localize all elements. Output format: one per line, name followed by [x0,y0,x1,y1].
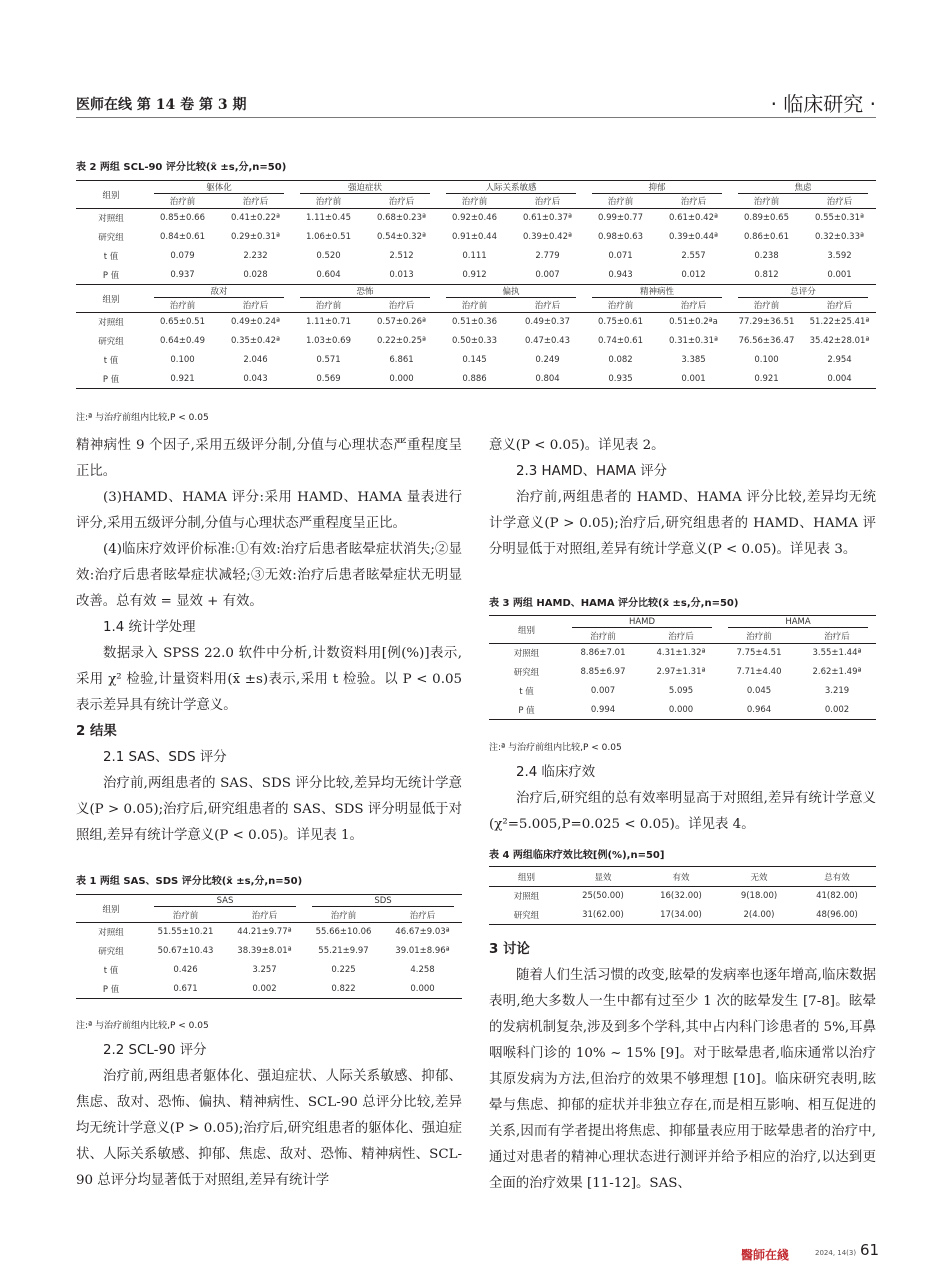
table-cell: 0.84±0.61 [160,232,205,242]
table-row [489,663,876,682]
row-label: t 值 [103,252,119,262]
table-row [76,313,876,332]
table-row [489,682,876,701]
table-row [76,266,876,285]
row-label: P 值 [76,980,146,999]
section-heading: 3 讨论 [489,942,530,957]
row-label: 对照组 [513,649,540,660]
row-label: t 值 [103,356,119,366]
row-label: P 值 [489,701,564,720]
row-label: 研究组 [489,906,564,925]
factor-label: 强迫症状 [300,181,430,194]
sub-header-before: 治疗前 [292,195,365,209]
table-cell: 0.145 [462,355,487,365]
sub-header-after: 治疗后 [219,299,292,313]
table-cell: 3.257 [252,965,277,975]
factor-label: 偏执 [446,285,576,298]
paragraph: 数据录入 SPSS 22.0 软件中分析,计数资料用[例(%)]表示,采用 χ² 检验,计量资料用(x̄ ±s)表示,采用 t 检验。以 P < 0.05 表示差异具有统计学意义。 [76,646,462,713]
table-cell: 1.06±0.51 [306,232,351,242]
table-row [76,332,876,351]
table-row [76,228,876,247]
sub-header-before: 治疗前 [438,299,511,313]
table-cell: 0.935 [584,370,657,389]
factor-header [146,181,292,195]
table-cell: 0.943 [584,266,657,285]
table-cell: 0.100 [754,355,779,365]
sub-header-after: 治疗后 [803,299,876,313]
sub-header: 治疗后 [642,630,720,644]
section-heading: 2.1 SAS、SDS 评分 [103,750,227,765]
paragraph: 治疗前,两组患者的 HAMD、HAMA 评分比较,差异均无统计学意义(P > 0.05);治疗后,研究组患者的 HAMD、HAMA 评分明显低于对照组,差异有统计学意义(P < 0.05)。详见表 3。 [489,490,876,557]
table2 [76,180,876,389]
table3-caption: 表 3 两组 HAMD、HAMA 评分比较(x̄ ±s,分,n=50) [489,598,739,609]
table-cell: 0.49±0.37 [525,317,570,328]
table-cell: 41(82.00) [816,891,858,902]
table-cell: 48(96.00) [798,906,876,925]
table-cell: 50.67±10.43 [157,946,214,956]
column-group-label: HAMA [728,617,868,628]
column-group-label: SDS [312,896,454,907]
table-cell: 0.082 [608,355,633,365]
page-number: 61 [860,1241,880,1259]
table-cell: 0.65±0.51 [160,317,205,328]
row-label: t 值 [519,687,534,697]
table-cell: 3.219 [824,686,850,696]
right-column [489,433,876,563]
group-header: 组别 [76,895,146,923]
table-cell: 0.804 [511,370,584,389]
sub-header-before: 治疗前 [146,195,219,209]
table-cell: 16(32.00) [660,891,702,902]
table-cell: 0.98±0.63 [598,232,643,242]
table-row [489,906,876,925]
table-cell: 0.54±0.32ª [377,232,426,242]
section-heading: 2.3 HAMD、HAMA 评分 [516,464,668,479]
paragraph: 精神病性 9 个因子,采用五级评分制,分值与心理状态严重程度呈正比。 [76,438,462,479]
table-cell: 0.071 [608,251,633,261]
factor-label: 总评分 [738,285,868,298]
table-cell: 0.812 [730,266,803,285]
paragraph: 治疗前,两组患者躯体化、强迫症状、人际关系敏感、抑郁、焦虑、敌对、恐怖、偏执、精神病性、SCL-90 总评分比较,差异均无统计学意义(P > 0.05);治疗后,研究组患者的躯体化、强迫症状、人际关系敏感、抑郁、焦虑、敌对、恐怖、精神病性、SCL-90 总评分均显著低于对照组,差异有统计学 [76,1069,462,1188]
table-cell: 0.912 [438,266,511,285]
column-header: 有效 [642,867,720,887]
table-cell: 44.21±9.77ª [237,927,292,938]
table-cell: 0.249 [535,355,560,365]
table-cell: 39.01±8.96ª [395,946,450,956]
table-row [76,247,876,266]
table-row [76,351,876,370]
table-cell: 0.007 [511,266,584,285]
column-header: 组别 [489,867,564,887]
row-label: 研究组 [98,233,124,243]
table-cell: 2.557 [681,251,706,261]
factor-header [438,285,584,299]
table-cell: 0.012 [657,266,730,285]
journal-logo: 醫師在綫 [741,1248,790,1262]
table-cell: 0.68±0.23ª [377,213,426,224]
table-cell: 0.079 [170,251,195,261]
table-row [76,980,462,999]
sub-header-before: 治疗前 [730,299,803,313]
table-cell: 0.41±0.22ª [231,213,280,224]
sub-header-before: 治疗前 [730,195,803,209]
table3 [489,615,876,720]
row-label: 研究组 [98,337,124,347]
sub-header: 治疗前 [564,630,642,644]
table-cell: 0.22±0.25ª [377,336,426,346]
table-cell: 0.013 [365,266,438,285]
sub-header-after: 治疗后 [657,299,730,313]
table-cell: 0.921 [146,370,219,389]
sub-header-after: 治疗后 [803,195,876,209]
group-header: 组别 [489,616,564,644]
table-cell: 2.779 [535,251,560,261]
table-cell: 0.822 [304,980,383,999]
table-cell: 0.55±0.31ª [815,213,864,224]
table-cell: 0.937 [146,266,219,285]
table-cell: 9(18.00) [740,891,778,902]
factor-label: 敌对 [154,285,284,298]
table-cell: 0.47±0.43 [525,336,570,346]
sub-header: 治疗前 [146,909,225,923]
table-cell: 0.64±0.49 [160,336,205,346]
table-cell: 2.954 [827,355,852,365]
sub-header-after: 治疗后 [219,195,292,209]
journal-header: 医师在线 第 14 卷 第 3 期 [76,97,247,113]
row-label: 对照组 [513,892,540,903]
left-column-bottom [76,1038,462,1194]
table-cell: 1.11±0.71 [306,317,351,328]
paragraph: 随着人们生活习惯的改变,眩晕的发病率也逐年增高,临床数据表明,绝大多数人一生中都有过至少 1 次的眩晕发生 [7-8]。眩晕的发病机制复杂,涉及到多个学科,其中占内科门诊患者的 5%,耳鼻咽喉科门诊的 10% ~ 15% [9]。对于眩晕患者,临床通常以治疗其原发病为方法,但治疗的效果不够理想 [10]。临床研究表明,眩晕与焦虑、抑郁的症状并非独立存在,而是相互影响、相互促进的关系,因而有学者提出将焦虑、抑郁量表应用于眩晕患者的治疗中,通过对患者的精神心理状态进行测评并给予相应的治疗,以达到更全面的治疗效果 [11-12]。SAS、 [489,968,876,1191]
table1 [76,894,462,999]
table-cell: 2.232 [243,251,268,261]
table-cell: 0.57±0.26ª [377,317,426,328]
group-head-cell [146,895,304,909]
sub-header: 治疗前 [304,909,383,923]
table-cell: 0.238 [754,251,779,261]
table-cell: 0.29±0.31ª [231,232,280,242]
table-cell: 0.61±0.37ª [523,213,572,224]
table-cell: 46.67±9.03ª [395,927,450,938]
row-label: t 值 [103,966,119,976]
table-row [76,923,462,942]
paragraph: 意义(P < 0.05)。详见表 2。 [489,438,665,453]
column-header: 显效 [564,867,642,887]
sub-header-after: 治疗后 [511,299,584,313]
table4 [489,866,876,925]
section-heading: 2 结果 [76,724,117,739]
group-head-cell [564,616,720,630]
table-row [76,942,462,961]
table-row [489,701,876,720]
factor-header [584,285,730,299]
table2-caption: 表 2 两组 SCL-90 评分比较(x̄ ±s,分,n=50) [76,162,287,173]
table-cell: 51.22±25.41ª [809,317,870,328]
column-header: 无效 [720,867,798,887]
table-cell: 2.97±1.31ª [656,667,706,677]
table3-note: 注:ª 与治疗前组内比较,P < 0.05 [489,743,622,753]
table-cell: 3.385 [681,355,706,365]
sub-header-after: 治疗后 [511,195,584,209]
table-cell: 0.225 [331,965,356,975]
row-label: 对照组 [98,214,124,225]
right-column-bottom [489,937,876,1197]
table-cell: 0.35±0.42ª [231,336,280,346]
table-row [76,209,876,228]
table-cell: 0.39±0.42ª [523,232,572,242]
table-cell: 0.671 [146,980,225,999]
row-label: P 值 [76,266,146,285]
group-head-cell [720,616,876,630]
table-cell: 6.861 [389,355,414,365]
table-cell: 0.111 [462,251,487,261]
table-cell: 0.921 [730,370,803,389]
table-cell: 0.007 [590,686,616,696]
table-cell: 0.426 [173,965,198,975]
row-label: 研究组 [98,947,124,957]
table-cell: 8.85±6.97 [580,667,626,677]
table4-caption: 表 4 两组临床疗效比较[例(%),n=50] [489,850,665,861]
table-cell: 0.028 [219,266,292,285]
table-cell: 55.66±10.06 [315,927,372,938]
table-cell: 5.095 [668,686,694,696]
factor-header [146,285,292,299]
table-cell: 0.964 [720,701,798,720]
right-column-mid [489,760,876,838]
factor-header [292,285,438,299]
table-cell: 3.592 [827,251,852,261]
table-cell: 1.11±0.45 [306,213,351,224]
table-cell: 38.39±8.01ª [237,946,292,956]
table-cell: 0.99±0.77 [598,213,643,224]
factor-header [292,181,438,195]
paragraph: (4)临床疗效评价标准:①有效:治疗后患者眩晕症状消失;②显效:治疗后患者眩晕症状减轻;③无效:治疗后患者眩晕症状无明显改善。总有效 = 显效 + 有效。 [76,542,462,609]
table-cell: 76.56±36.47 [738,336,795,346]
header-divider [76,117,876,118]
table-row [489,644,876,663]
table-cell: 7.71±4.40 [736,667,782,677]
sub-header-before: 治疗前 [292,299,365,313]
sub-header: 治疗前 [720,630,798,644]
factor-label: 焦虑 [738,181,868,194]
table-cell: 3.55±1.44ª [812,648,862,659]
table-row [76,961,462,980]
table-cell: 0.31±0.31ª [669,336,718,346]
factor-header [438,181,584,195]
sub-header: 治疗后 [383,909,462,923]
factor-label: 抑郁 [592,181,722,194]
table-cell: 0.001 [657,370,730,389]
table-cell: 0.86±0.61 [744,232,789,242]
factor-header [584,181,730,195]
table-cell: 0.045 [746,686,772,696]
table-cell: 0.004 [803,370,876,389]
table-cell: 0.50±0.33 [452,336,497,346]
table-cell: 0.32±0.33ª [815,232,864,242]
table-cell: 0.100 [170,355,195,365]
table-cell: 0.000 [642,701,720,720]
table-cell: 0.520 [316,251,341,261]
table-cell: 4.258 [410,965,435,975]
table-cell: 17(34.00) [642,906,720,925]
table-row [76,370,876,389]
table-cell: 0.000 [365,370,438,389]
row-label: 对照组 [98,928,124,939]
table-cell: 0.000 [383,980,462,999]
table-cell: 0.001 [803,266,876,285]
factor-label: 恐怖 [300,285,430,298]
table-cell: 2(4.00) [720,906,798,925]
table-cell: 0.604 [292,266,365,285]
table-cell: 35.42±28.01ª [809,336,870,346]
row-label: 研究组 [513,668,540,678]
table-cell: 55.21±9.97 [318,946,369,956]
factor-header [730,285,876,299]
table-cell: 0.886 [438,370,511,389]
group-header: 组别 [76,285,146,313]
table-cell: 7.75±4.51 [736,648,782,659]
sub-header-after: 治疗后 [365,195,438,209]
table-row [489,887,876,906]
table-cell: 4.31±1.32ª [656,648,706,659]
table-cell: 0.89±0.65 [744,213,789,224]
table-cell: 0.61±0.42ª [669,213,718,224]
factor-label: 精神病性 [592,285,722,298]
sub-header-after: 治疗后 [657,195,730,209]
table-cell: 0.994 [564,701,642,720]
table2-note: 注:ª 与治疗前组内比较,P < 0.05 [76,413,209,423]
table-cell: 0.002 [798,701,876,720]
table-cell: 0.39±0.44ª [669,232,718,242]
sub-header: 治疗后 [798,630,876,644]
column-header: 总有效 [798,867,876,887]
table-cell: 0.51±0.36 [452,317,497,328]
factor-label: 人际关系敏感 [446,181,576,194]
table-cell: 0.92±0.46 [452,213,497,224]
table-cell: 0.043 [219,370,292,389]
table-cell: 77.29±36.51 [738,317,795,328]
sub-header-before: 治疗前 [146,299,219,313]
table-cell: 1.03±0.69 [306,336,351,346]
row-label: P 值 [76,370,146,389]
table-cell: 8.86±7.01 [580,648,626,659]
sub-header: 治疗后 [225,909,304,923]
table-cell: 31(62.00) [564,906,642,925]
table-cell: 0.75±0.61 [598,317,643,328]
table-cell: 0.002 [225,980,304,999]
factor-label: 躯体化 [154,181,284,194]
table-cell: 2.62±1.49ª [812,667,862,677]
table-cell: 0.49±0.24ª [231,317,280,328]
sub-header-before: 治疗前 [438,195,511,209]
group-header: 组别 [76,181,146,209]
table1-caption: 表 1 两组 SAS、SDS 评分比较(x̄ ±s,分,n=50) [76,876,303,887]
factor-header [730,181,876,195]
section-heading: 2.4 临床疗效 [516,765,596,780]
section-heading: 2.2 SCL-90 评分 [103,1043,207,1058]
paragraph: 治疗后,研究组的总有效率明显高于对照组,差异有统计学意义(χ²=5.005,P=0.025 < 0.05)。详见表 4。 [489,791,876,832]
group-head-cell [304,895,462,909]
table-cell: 51.55±10.21 [157,927,214,938]
table-cell: 0.91±0.44 [452,232,497,242]
left-column [76,433,462,849]
sub-header-after: 治疗后 [365,299,438,313]
issue-date: 2024, 14(3) [815,1249,857,1257]
table1-note: 注:ª 与治疗前组内比较,P < 0.05 [76,1021,209,1031]
table-cell: 0.571 [316,355,341,365]
table-cell: 0.569 [292,370,365,389]
table-cell: 0.85±0.66 [160,213,205,224]
paragraph: 治疗前,两组患者的 SAS、SDS 评分比较,差异均无统计学意义(P > 0.05);治疗后,研究组患者的 SAS、SDS 评分明显低于对照组,差异有统计学意义(P < 0.05)。详见表 1。 [76,776,462,843]
sub-header-before: 治疗前 [584,299,657,313]
section-heading: 1.4 统计学处理 [103,620,196,635]
table-cell: 2.512 [389,251,414,261]
column-group-label: HAMD [572,617,712,628]
table-cell: 0.51±0.2ªa [669,317,718,328]
column-group-label: SAS [154,896,296,907]
row-label: 对照组 [98,318,124,329]
paragraph: (3)HAMD、HAMA 评分:采用 HAMD、HAMA 量表进行评分,采用五级评分制,分值与心理状态严重程度呈正比。 [76,490,462,531]
section-title: · 临床研究 · [770,92,876,116]
table-cell: 0.74±0.61 [598,336,643,346]
sub-header-before: 治疗前 [584,195,657,209]
table-cell: 2.046 [243,355,268,365]
table-cell: 25(50.00) [582,891,624,902]
